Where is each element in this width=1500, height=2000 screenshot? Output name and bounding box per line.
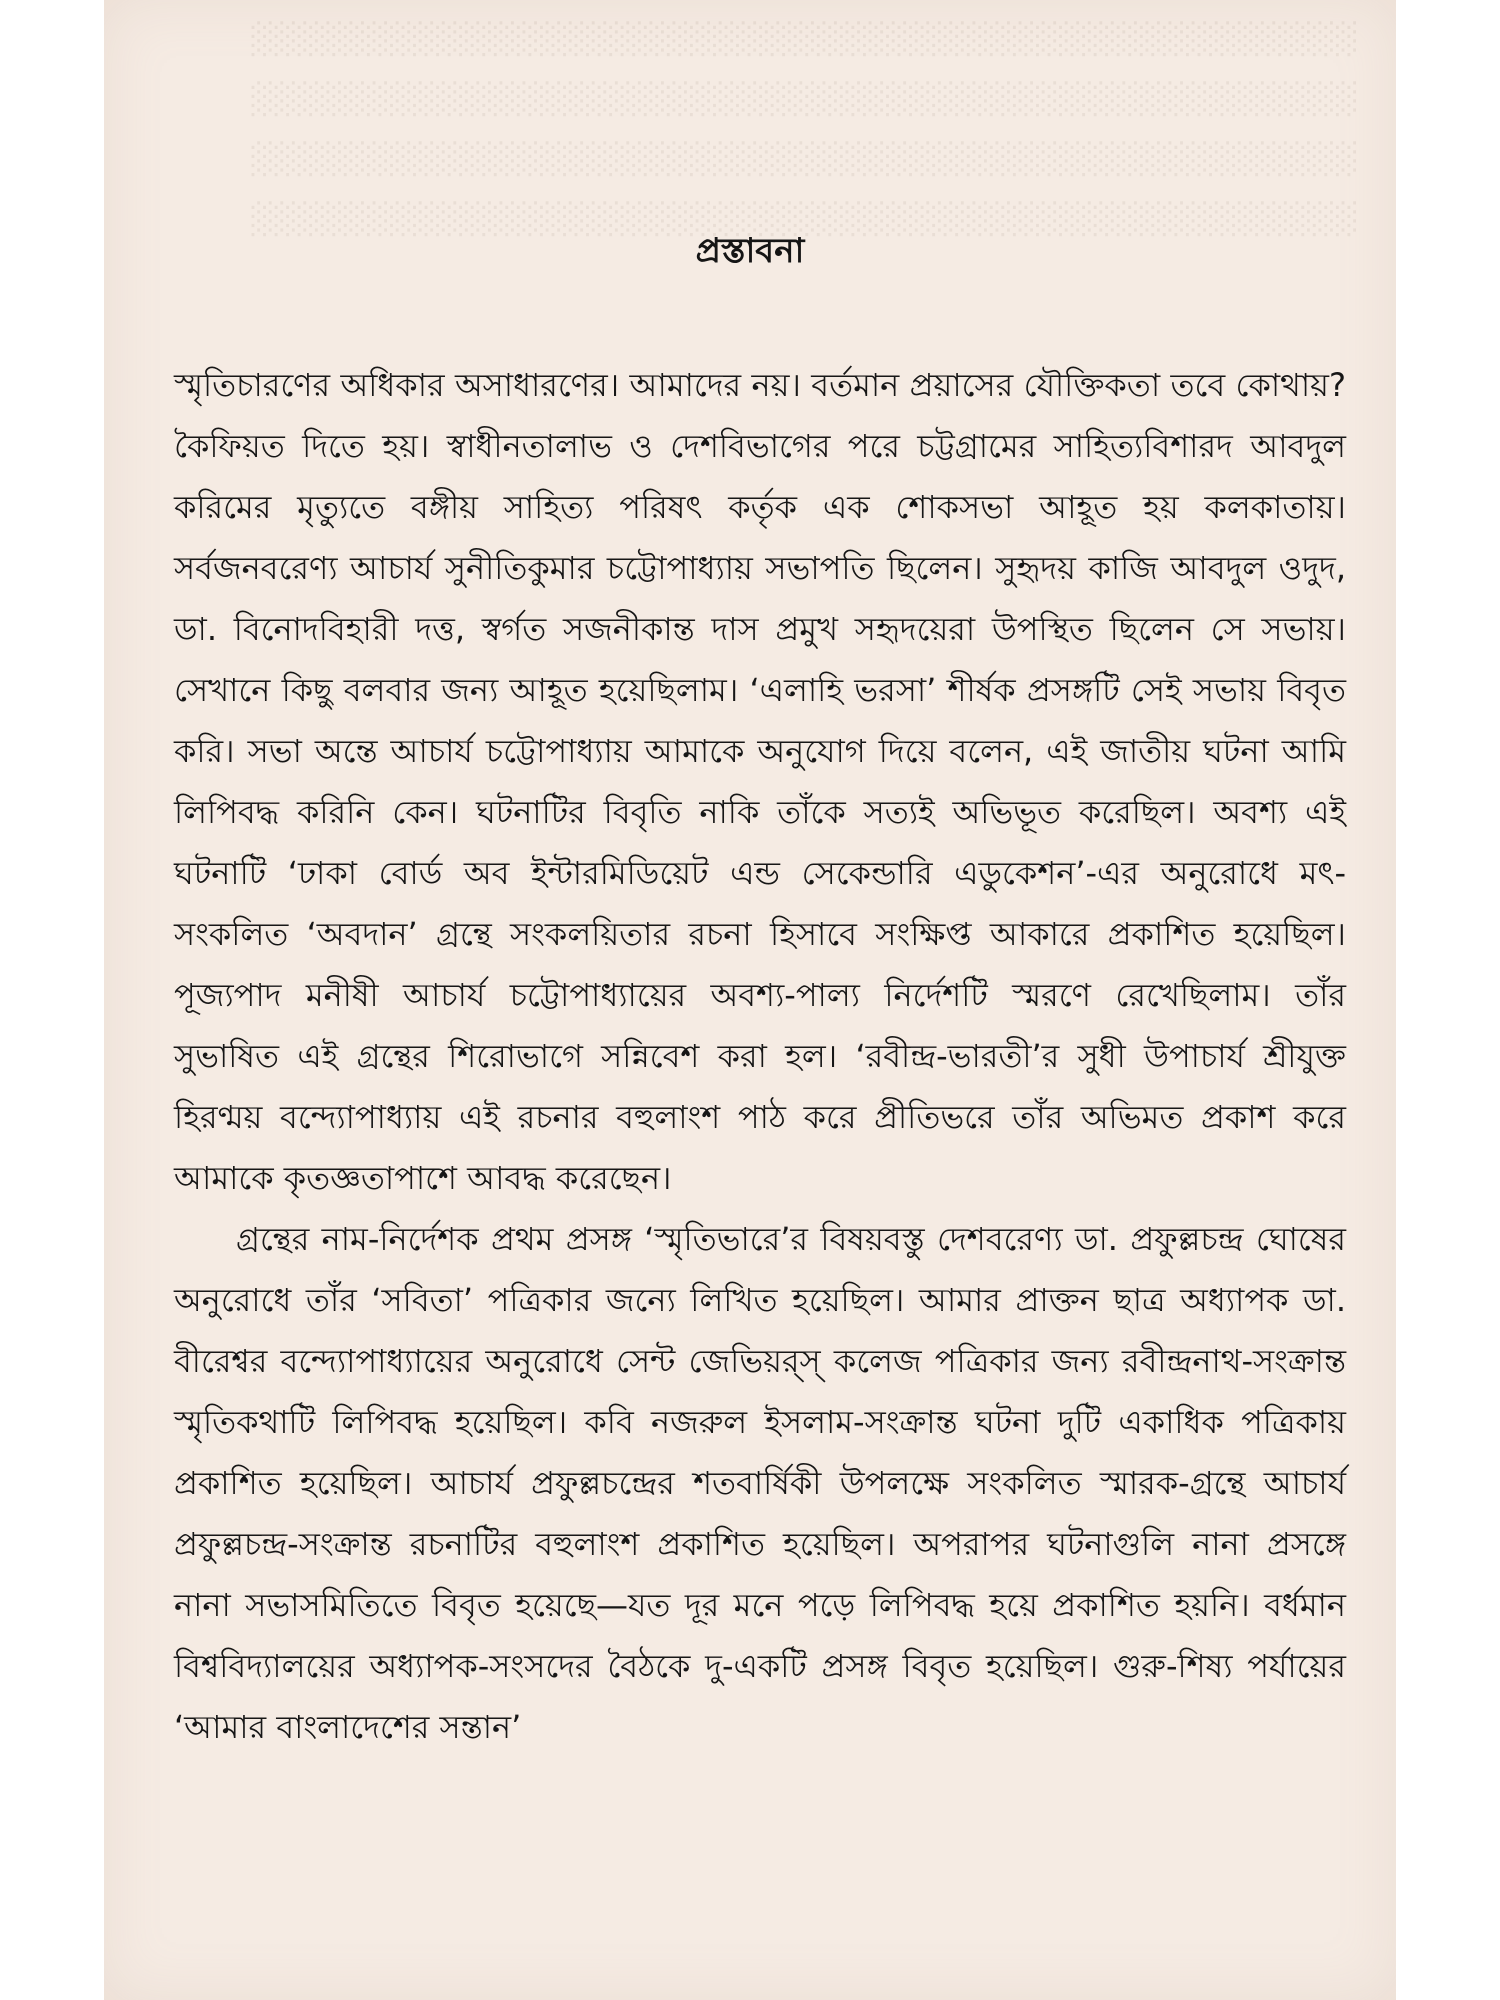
page-title: প্রস্তাবনা bbox=[695, 231, 805, 271]
bleed-through-texture: ░░░░░░░░░░░░░░░░░░░░░░░░░░░░░░░░░░░░░░░░░░░░░░░░ ░░░░░░░░░░░░░░░░░░░░░░░░░░░░░░░░░░░░░░░░░░░░░░░░ ░░░░░░░░░░░░░░░░░░░░░░░░░░░░░░░░░░░░░░░░░░░░░░░░ ░░░░░░░░░░░░░░░░░░░░░░░░░░░░░░░░░░░░░░░░░░░░░░░░ bbox=[248, 22, 1356, 237]
paragraph: গ্রন্থের নাম-নির্দেশক প্রথম প্রসঙ্গ ‘স্মৃতিভারে’র বিষয়বস্তু দেশবরেণ্য ডা. প্রফুল্লচন্দ্র ঘোষের অনুরোধে তাঁর ‘সবিতা’ পত্রিকার জন্যে লিখিত হয়েছিল। আমার প্রাক্তন ছাত্র অধ্যাপক ডা. বীরেশ্বর বন্দ্যোপাধ্যায়ের অনুরোধে সেন্ট জেভিয়র্‌স্ কলেজ পত্রিকার জন্য রবীন্দ্রনাথ-সংক্রান্ত স্মৃতিকথাটি লিপিবদ্ধ হয়েছিল। কবি নজরুল ইসলাম-সংক্রান্ত ঘটনা দুটি একাধিক পত্রিকায় প্রকাশিত হয়েছিল। আচার্য প্রফুল্লচন্দ্রের শতবার্ষিকী উপলক্ষে সংকলিত স্মারক-গ্রন্থে আচার্য প্রফুল্লচন্দ্র-সংক্রান্ত রচনাটির বহুলাংশ প্রকাশিত হয়েছিল। অপরাপর ঘটনাগুলি নানা প্রসঙ্গে নানা সভাসমিতিতে বিবৃত হয়েছে—যত দূর মনে পড়ে লিপিবদ্ধ হয়ে প্রকাশিত হয়নি। বর্ধমান বিশ্ববিদ্যালয়ের অধ্যাপক-সংসদের বৈঠকে দু-একটি প্রসঙ্গ বিবৃত হয়েছিল। গুরু-শিষ্য পর্যায়ের ‘আমার বাংলাদেশের সন্তান’ bbox=[174, 1220, 1346, 1746]
book-page bbox=[104, 0, 1396, 2000]
paragraph: স্মৃতিচারণের অধিকার অসাধারণের। আমাদের নয়। বর্তমান প্রয়াসের যৌক্তিকতা তবে কোথায়? কৈফিয়ত দিতে হয়। স্বাধীনতালাভ ও দেশবিভাগের পরে চট্টগ্রামের সাহিত্যবিশারদ আবদুল করিমের মৃত্যুতে বঙ্গীয় সাহিত্য পরিষৎ কর্তৃক এক শোকসভা আহূত হয় কলকাতায়। সর্বজনবরেণ্য আচার্য সুনীতিকুমার চট্টোপাধ্যায় সভাপতি ছিলেন। সুহৃদয় কাজি আবদুল ওদুদ, ডা. বিনোদবিহারী দত্ত, স্বর্গত সজনীকান্ত দাস প্রমুখ সহৃদয়েরা উপস্থিত ছিলেন সে সভায়। সেখানে কিছু বলবার জন্য আহূত হয়েছিলাম। ‘এলাহি ভরসা’ শীর্ষক প্রসঙ্গটি সেই সভায় বিবৃত করি। সভা অন্তে আচার্য চট্টোপাধ্যায় আমাকে অনুযোগ দিয়ে বলেন, এই জাতীয় ঘটনা আমি লিপিবদ্ধ করিনি কেন। ঘটনাটির বিবৃতি নাকি তাঁকে সত্যই অভিভূত করেছিল। অবশ্য এই ঘটনাটি ‘ঢাকা বোর্ড অব ইন্টারমিডিয়েট এন্ড সেকেন্ডারি এডুকেশন’-এর অনুরোধে মৎ-সংকলিত ‘অবদান’ গ্রন্থে সংকলয়িতার রচনা হিসাবে সংক্ষিপ্ত আকারে প্রকাশিত হয়েছিল। পূজ্যপাদ মনীষী আচার্য চট্টোপাধ্যায়ের অবশ্য-পাল্য নির্দেশটি স্মরণে রেখেছিলাম। তাঁর সুভাষিত এই গ্রন্থের শিরোভাগে সন্নিবেশ করা হল। ‘রবীন্দ্র-ভারতী’র সুধী উপাচার্য শ্রীযুক্ত হিরণ্ময় বন্দ্যোপাধ্যায় এই রচনার বহুলাংশ পাঠ করে প্রীতিভরে তাঁর অভিমত প্রকাশ করে আমাকে কৃতজ্ঞতাপাশে আবদ্ধ করেছেন। bbox=[174, 366, 1346, 1197]
body-text bbox=[174, 355, 1346, 1758]
